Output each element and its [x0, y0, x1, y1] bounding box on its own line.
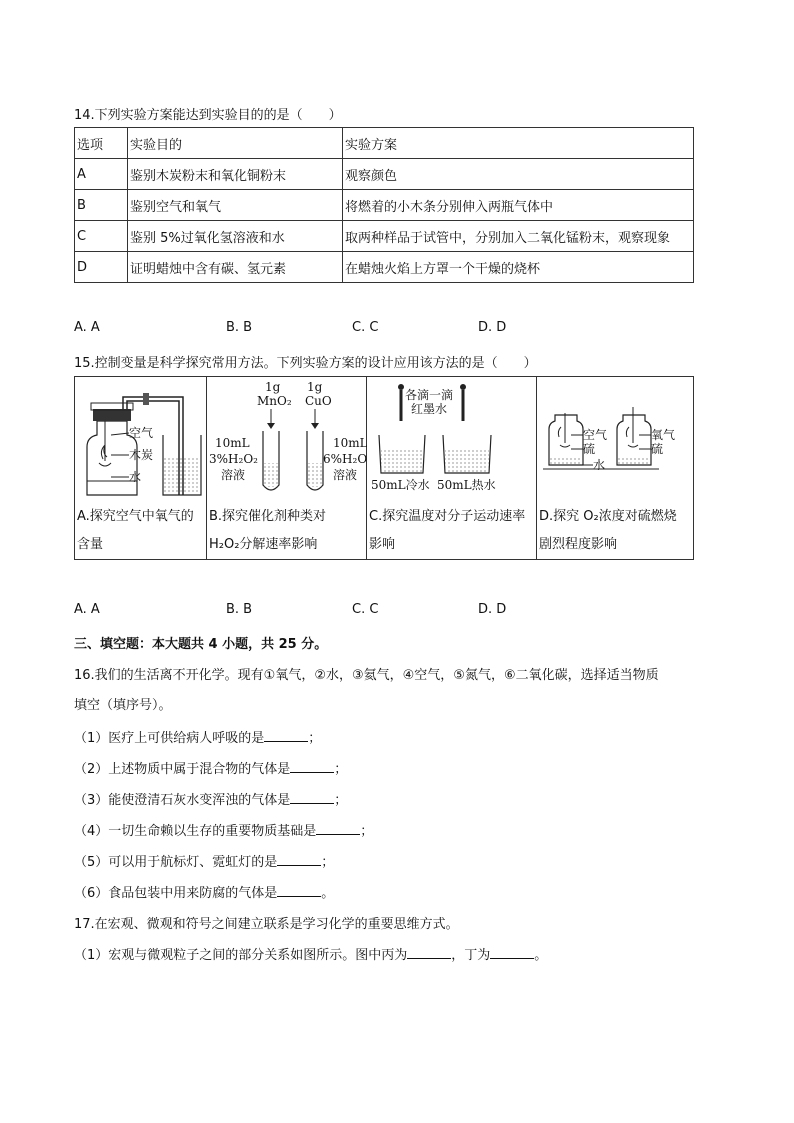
item-prompt: （5）可以用于航标灯、霓虹灯的是 [74, 855, 278, 870]
q16-item-3 [74, 789, 347, 808]
label-conc-1: 3%H₂O₂ [209, 452, 258, 466]
row-goal: 鉴别木炭粉末和氧化铜粉末 [128, 159, 343, 190]
label-vol-2: 10mL [333, 436, 367, 450]
answer-blank-ding[interactable] [490, 946, 534, 959]
caption-a [77, 503, 194, 559]
answer-blank[interactable] [316, 822, 360, 835]
header-goal: 实验目的 [128, 128, 343, 159]
experiment-d [537, 377, 693, 559]
option-c[interactable]: C. C [352, 602, 379, 617]
q16-item-1 [74, 727, 321, 746]
caption-d [539, 503, 677, 559]
caption-b [209, 503, 326, 559]
answer-blank-bing[interactable] [407, 946, 451, 959]
header-plan: 实验方案 [343, 128, 694, 159]
row-option: A [75, 159, 128, 190]
label-mno2: MnO₂ [257, 394, 292, 408]
caption-c-line1: C.探究温度对分子运动速率 [369, 509, 526, 524]
answer-blank[interactable] [290, 791, 334, 804]
caption-d-line1: D.探究 O₂浓度对硫燃烧 [539, 509, 677, 524]
label-cuo: CuO [305, 394, 332, 408]
table-header-row [75, 128, 694, 159]
item-punct: ； [321, 855, 335, 870]
caption-d-line2: 剧烈程度影响 [539, 537, 618, 552]
option-c[interactable]: C. C [352, 320, 379, 335]
header-option: 选项 [75, 128, 128, 159]
option-d[interactable]: D. D [478, 602, 507, 617]
item-prompt: （1）医疗上可供给病人呼吸的是 [74, 731, 265, 746]
item-prompt: （2）上述物质中属于混合物的气体是 [74, 762, 291, 777]
q16-item-2 [74, 758, 347, 777]
part-prompt: （1）宏观与微观粒子之间的部分关系如图所示。图中丙为 [74, 948, 408, 963]
option-a[interactable]: A. A [74, 602, 100, 617]
caption-c [369, 503, 525, 559]
caption-b-line1: B.探究催化剂种类对 [209, 509, 327, 524]
row-goal: 鉴别 5%过氧化氢溶液和水 [128, 221, 343, 252]
item-punct: ； [334, 762, 348, 777]
label-vol-1: 10mL [215, 436, 250, 450]
label-hot-water: 50mL热水 [437, 478, 496, 492]
answer-blank[interactable] [277, 884, 321, 897]
experiment-b [207, 377, 367, 559]
q15-experiment-grid [74, 376, 694, 560]
row-plan: 在蜡烛火焰上方罩一个干燥的烧杯 [343, 252, 694, 283]
item-prompt: （4）一切生命赖以生存的重要物质基础是 [74, 824, 317, 839]
label-conc-2: 6%H₂O [323, 452, 367, 466]
option-b[interactable]: B. B [226, 602, 253, 617]
apparatus-d-diagram [537, 377, 693, 503]
label-charcoal: 木炭 [129, 448, 154, 462]
label-oxygen: 氧气 [651, 428, 676, 442]
apparatus-c-diagram [367, 377, 537, 503]
q16-item-5 [74, 851, 334, 870]
label-mass-1: 1g [265, 380, 281, 394]
row-option: C [75, 221, 128, 252]
caption-a-line2: 含量 [77, 537, 104, 552]
item-prompt: （3）能使澄清石灰水变浑浊的气体是 [74, 793, 291, 808]
row-option: B [75, 190, 128, 221]
label-mass-2: 1g [307, 380, 323, 394]
label-sol-1: 溶液 [221, 468, 246, 482]
q14-title: 14.下列实验方案能达到实验目的的是（ ） [74, 108, 342, 123]
row-plan: 将燃着的小木条分别伸入两瓶气体中 [343, 190, 694, 221]
table-row [75, 221, 694, 252]
label-sulfur-1: 硫 [583, 442, 596, 456]
item-prompt: （6）食品包装中用来防腐的气体是 [74, 886, 278, 901]
table-row [75, 190, 694, 221]
answer-blank[interactable] [264, 729, 308, 742]
q16-stem-line1: 16.我们的生活离不开化学。现有①氧气，②水，③氦气，④空气，⑤氮气，⑥二氧化碳，选择适当物质 [74, 668, 659, 683]
label-drop: 各滴一滴 [405, 388, 454, 402]
part-punct: 。 [534, 948, 548, 963]
q14-table [74, 127, 694, 283]
label-ink: 红墨水 [411, 402, 448, 416]
row-plan: 取两种样品于试管中，分别加入二氧化锰粉末，观察现象 [343, 221, 694, 252]
label-cold-water: 50mL冷水 [371, 478, 430, 492]
label-air-d: 空气 [583, 428, 608, 442]
apparatus-b-diagram [207, 377, 367, 503]
answer-blank[interactable] [277, 853, 321, 866]
q16-stem-line2: 填空（填序号）。 [74, 698, 172, 713]
section-heading: 三、填空题：本大题共 4 小题，共 25 分。 [74, 637, 328, 652]
label-water: 水 [129, 470, 142, 484]
item-punct: ； [360, 824, 374, 839]
answer-blank[interactable] [290, 760, 334, 773]
item-punct: 。 [321, 886, 335, 901]
item-punct: ； [334, 793, 348, 808]
q16-item-4 [74, 820, 373, 839]
q17-stem: 17.在宏观、微观和符号之间建立联系是学习化学的重要思维方式。 [74, 917, 459, 932]
option-b[interactable]: B. B [226, 320, 253, 335]
experiment-c [367, 377, 537, 559]
caption-c-line2: 影响 [369, 537, 396, 552]
row-goal: 证明蜡烛中含有碳、氢元素 [128, 252, 343, 283]
row-plan: 观察颜色 [343, 159, 694, 190]
experiment-a [75, 377, 207, 559]
caption-a-line1: A.探究空气中氧气的 [77, 509, 194, 524]
label-water-d: 水 [593, 458, 606, 472]
row-goal: 鉴别空气和氧气 [128, 190, 343, 221]
table-row [75, 252, 694, 283]
q15-title: 15.控制变量是科学探究常用方法。下列实验方案的设计应用该方法的是（ ） [74, 356, 537, 371]
label-air: 空气 [129, 426, 154, 440]
label-sulfur-2: 硫 [651, 442, 664, 456]
row-option: D [75, 252, 128, 283]
q16-item-6 [74, 882, 334, 901]
apparatus-a-diagram [75, 377, 207, 503]
part-mid: ，丁为 [451, 948, 491, 963]
option-a[interactable]: A. A [74, 320, 100, 335]
caption-b-line2: H₂O₂分解速率影响 [209, 537, 318, 552]
table-row [75, 159, 694, 190]
option-d[interactable]: D. D [478, 320, 507, 335]
label-sol-2: 溶液 [333, 468, 358, 482]
q17-part-1 [74, 944, 547, 963]
item-punct: ； [308, 731, 322, 746]
